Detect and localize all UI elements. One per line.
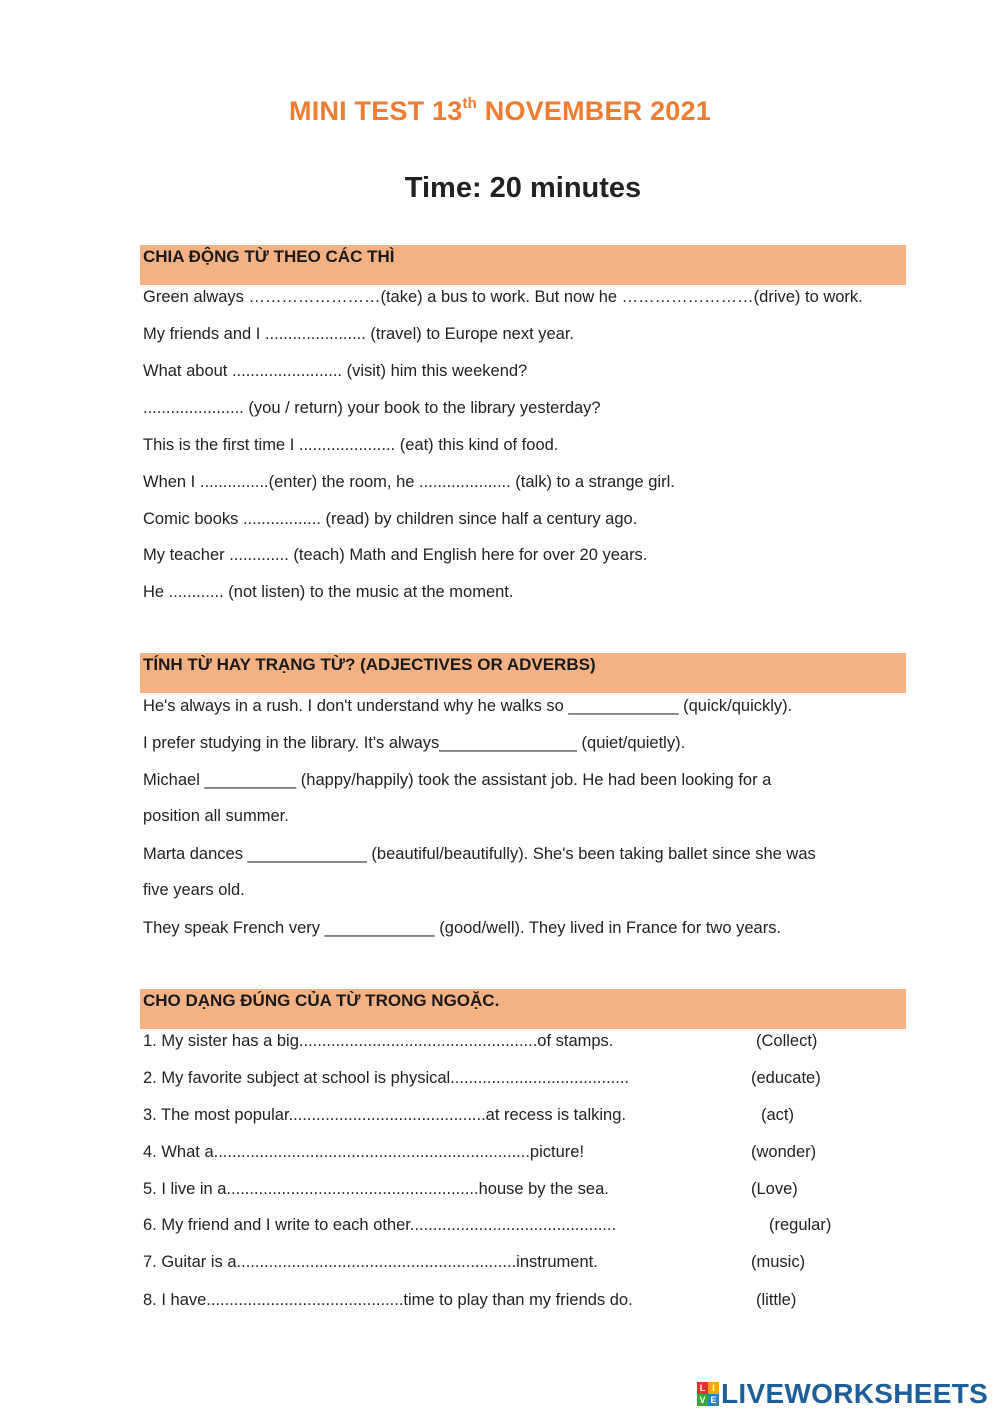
exercise-line: ...................... (you / return) your book to the library yesterday? — [143, 399, 601, 417]
exercise-item-3: 3. The most popular...........................................at recess is talking. — [143, 1106, 626, 1124]
title-suffix: NOVEMBER 2021 — [477, 96, 711, 126]
exercise-hint-4: (wonder) — [751, 1143, 817, 1161]
exercise-item-5: 5. I live in a.......................................................house by the sea. — [143, 1180, 609, 1198]
exercise-item-6: 6. My friend and I write to each other............................................. — [143, 1216, 617, 1234]
exercise-line: Marta dances _____________ (beautiful/beautifully). She's been taking ballet since she was — [143, 845, 816, 863]
exercise-line: Comic books ................. (read) by children since half a century ago. — [143, 510, 638, 528]
liveworksheets-logo — [697, 1378, 988, 1410]
logo-badge-letter: L — [697, 1382, 708, 1394]
exercise-line: I prefer studying in the library. It's always_______________ (quiet/quietly). — [143, 734, 686, 752]
exercise-line: Michael __________ (happy/happily) took the assistant job. He had been looking for a — [143, 771, 772, 789]
exercise-line: five years old. — [143, 881, 245, 899]
exercise-hint-7: (music) — [751, 1253, 806, 1271]
logo-badge-letter: V — [697, 1394, 708, 1406]
title-superscript: th — [462, 95, 478, 112]
exercise-line: My friends and I ...................... (travel) to Europe next year. — [143, 325, 575, 343]
exercise-item-4: 4. What a.....................................................................picture! — [143, 1143, 585, 1161]
exercise-line: He ............ (not listen) to the music at the moment. — [143, 583, 514, 601]
section-heading-adjectives-adverbs: TÍNH TỪ HAY TRẠNG TỪ? (ADJECTIVES OR ADVERBS) — [140, 653, 906, 693]
exercise-line: Green always ……………………(take) a bus to work. But now he ……………………(drive) to work. — [143, 288, 863, 306]
logo-badge-letter: E — [708, 1394, 719, 1406]
title-prefix: MINI TEST 13 — [289, 96, 463, 126]
exercise-hint-6: (regular) — [769, 1216, 832, 1234]
exercise-item-8: 8. I have...........................................time to play than my friends do. — [143, 1291, 633, 1309]
logo-badge-icon — [697, 1382, 719, 1406]
exercise-item-1: 1. My sister has a big....................................................of stamps. — [143, 1032, 614, 1050]
exercise-line: What about ........................ (visit) him this weekend? — [143, 362, 528, 380]
exercise-line: My teacher ............. (teach) Math and English here for over 20 years. — [143, 546, 648, 564]
exercise-item-2: 2. My favorite subject at school is physical....................................... — [143, 1069, 630, 1087]
exercise-hint-2: (educate) — [751, 1069, 821, 1087]
exercise-hint-5: (Love) — [751, 1180, 798, 1198]
exercise-item-7: 7. Guitar is a.............................................................instrument. — [143, 1253, 598, 1271]
exercise-hint-8: (little) — [756, 1291, 797, 1309]
exercise-hint-3: (act) — [761, 1106, 794, 1124]
exercise-line: When I ...............(enter) the room, he .................... (talk) to a strange girl. — [143, 473, 675, 491]
logo-badge-letter: I — [708, 1382, 719, 1394]
exercise-line: He's always in a rush. I don't understand why he walks so ____________ (quick/quickly). — [143, 697, 793, 715]
page-subtitle: Time: 20 minutes — [404, 172, 642, 204]
exercise-line: This is the first time I ..................... (eat) this kind of food. — [143, 436, 559, 454]
logo-text: LIVEWORKSHEETS — [721, 1378, 989, 1409]
exercise-line: They speak French very ____________ (good/well). They lived in France for two years. — [143, 919, 782, 937]
exercise-hint-1: (Collect) — [756, 1032, 818, 1050]
section-heading-word-forms: CHO DẠNG ĐÚNG CỦA TỪ TRONG NGOẶC. — [140, 989, 906, 1029]
exercise-line: position all summer. — [143, 807, 289, 825]
page-title — [0, 96, 1000, 127]
section-heading-verb-tenses: CHIA ĐỘNG TỪ THEO CÁC THÌ — [140, 245, 906, 285]
